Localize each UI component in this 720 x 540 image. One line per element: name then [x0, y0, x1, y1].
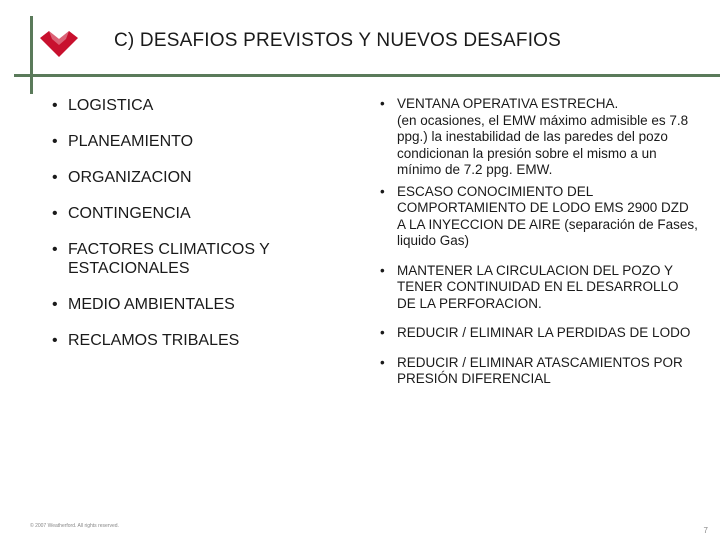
bullet-icon: • — [380, 262, 385, 278]
bullet-icon: • — [380, 183, 385, 199]
copyright-footer: © 2007 Weatherford. All rights reserved. — [30, 523, 119, 529]
list-item: • CONTINGENCIA — [52, 205, 191, 222]
bullet-icon: • — [52, 332, 58, 349]
brand-logo-icon — [38, 28, 80, 60]
list-item: • MEDIO AMBIENTALES — [52, 296, 235, 313]
bullet-icon: • — [52, 241, 58, 258]
page-number: 7 — [703, 526, 708, 535]
bullet-icon: • — [52, 169, 58, 186]
list-item: • REDUCIR / ELIMINAR LA PERDIDAS DE LODO — [380, 325, 691, 340]
vertical-rule — [30, 16, 33, 94]
list-item: • PLANEAMIENTO — [52, 133, 194, 150]
bullet-icon: • — [380, 325, 385, 340]
list-item: • ESCASO CONOCIMIENTO DEL COMPORTAMIENTO DE LODO EMS 2900 DZD A LA INYECCION DE AIRE (separación de Fases, liquido Gas) — [380, 183, 698, 248]
bullet-icon: • — [52, 205, 58, 222]
list-item-detail: (en ocasiones, el EMW máximo admisible es 7.8 ppg.) la inestabilidad de las paredes del pozo condicionan la presión sobre el mismo a un mínimo de 7.2 ppg. EMW. — [397, 112, 689, 177]
list-item: • ORGANIZACION — [52, 169, 192, 186]
bullet-icon: • — [380, 96, 385, 111]
list-item: • MANTENER LA CIRCULACION DEL POZO Y TENER CONTINUIDAD EN EL DESARROLLO DE LA PERFORACION. — [380, 262, 679, 311]
slide-title: C) DESAFIOS PREVISTOS Y NUEVOS DESAFIOS — [114, 30, 562, 51]
bullet-icon: • — [380, 354, 385, 370]
list-item: • RECLAMOS TRIBALES — [52, 332, 240, 349]
list-item: • LOGISTICA — [52, 97, 154, 114]
list-item: • FACTORES CLIMATICOS Y ESTACIONALES — [52, 241, 270, 277]
bullet-icon: • — [52, 296, 58, 313]
list-item: • REDUCIR / ELIMINAR ATASCAMIENTOS POR PRESIÓN DIFERENCIAL — [380, 354, 683, 386]
right-bullet-list — [378, 96, 698, 401]
horizontal-rule — [14, 74, 720, 77]
left-bullet-list — [50, 96, 350, 367]
bullet-icon: • — [52, 97, 58, 114]
bullet-icon: • — [52, 133, 58, 150]
list-item: • VENTANA OPERATIVA ESTRECHA. (en ocasiones, el EMW máximo admisible es 7.8 ppg.) la inestabilidad de las paredes del pozo condicionan la presión sobre el mismo a un mínimo de 7.2 ppg. EMW. — [380, 96, 689, 177]
